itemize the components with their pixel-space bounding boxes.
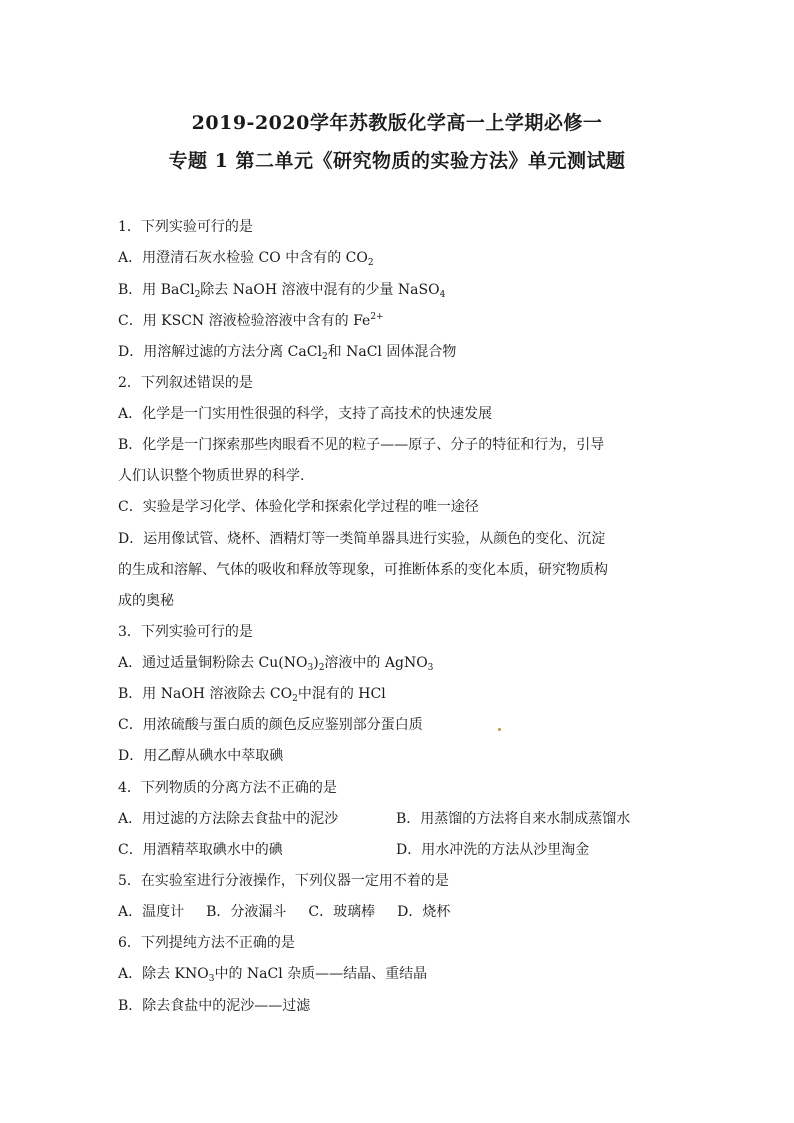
question-2-stem: 2．下列叙述错误的是 [118,375,253,391]
question-2-option-d-cont2: 成的奥秘 [118,593,174,609]
question-6-option-a: A．除去 $KNO_3$中的 NaCl 杂质——结晶、重结晶 [118,966,428,984]
question-2-option-b-cont: 人们认识整个物质世界的科学. [118,468,305,484]
question-4-option-d: D．用水冲洗的方法从沙里淘金 [396,842,590,858]
document-subtitle: 专题 1 第二单元《研究物质的实验方法》单元测试题 [168,150,626,172]
question-5-option-a: A．温度计 [118,904,185,920]
question-4-stem: 4．下列物质的分离方法不正确的是 [118,780,337,796]
question-2-option-d: D．运用像试管、烧杯、酒精灯等一类简单器具进行实验，从颜色的变化、沉淀 [118,531,606,547]
question-2-option-d-cont1: 的生成和溶解、气体的吸收和释放等现象，可推断体系的变化本质，研究物质构 [118,562,608,578]
question-6-stem: 6．下列提纯方法不正确的是 [118,935,295,951]
stray-mark [498,728,501,731]
question-2-option-c: C．实验是学习化学、体验化学和探索化学过程的唯一途径 [118,499,479,515]
question-5-option-b: B．分液漏斗 [206,904,287,920]
question-4-option-b: B．用蒸馏的方法将自来水制成蒸馏水 [396,811,631,827]
question-4-row-cd [118,840,688,860]
question-4-option-c: C．用酒精萃取碘水中的碘 [118,842,283,858]
document-title: 2019-2020学年苏教版化学高一上学期必修一 [191,112,603,134]
question-1-stem: 1．下列实验可行的是 [118,219,253,235]
question-4-option-a: A．用过滤的方法除去食盐中的泥沙 [118,811,339,827]
question-5-option-d: D．烧杯 [397,904,451,920]
question-5-options [118,902,688,922]
question-5-option-c: C．玻璃棒 [308,904,376,920]
question-3-option-a: A．通过适量铜粉除去 $Cu(NO_3)_2$溶液中的 AgNO$_3$ [118,655,434,673]
question-1-option-c: C．用 KSCN 溶液检验溶液中含有的 $Fe^{2+}$ [118,312,384,329]
question-1-option-b: B．用 BaCl$_2$除去 NaOH 溶液中混有的少量 NaSO$_4$ [118,282,446,300]
question-5-stem: 5．在实验室进行分液操作，下列仪器一定用不着的是 [118,873,449,889]
question-1-option-d: D．用溶解过滤的方法分离 CaCl$_2$和 NaCl 固体混合物 [118,344,457,362]
question-2-option-b: B．化学是一门探索那些肉眼看不见的粒子——原子、分子的特征和行为，引导 [118,437,605,453]
question-6-option-b: B．除去食盐中的泥沙——过滤 [118,998,311,1014]
question-3-option-b: B．用 NaOH 溶液除去 $CO_2$中混有的 HCl [118,686,386,704]
question-1-option-a: A．用澄清石灰水检验 CO 中含有的 $CO_2$ [118,250,374,268]
question-3-stem: 3．下列实验可行的是 [118,624,253,640]
question-3-option-d: D．用乙醇从碘水中萃取碘 [118,748,284,764]
question-4-row-ab [118,809,688,829]
question-2-option-a: A．化学是一门实用性很强的科学，支持了高技术的快速发展 [118,406,493,422]
question-3-option-c: C．用浓硫酸与蛋白质的颜色反应鉴别部分蛋白质 [118,717,423,733]
